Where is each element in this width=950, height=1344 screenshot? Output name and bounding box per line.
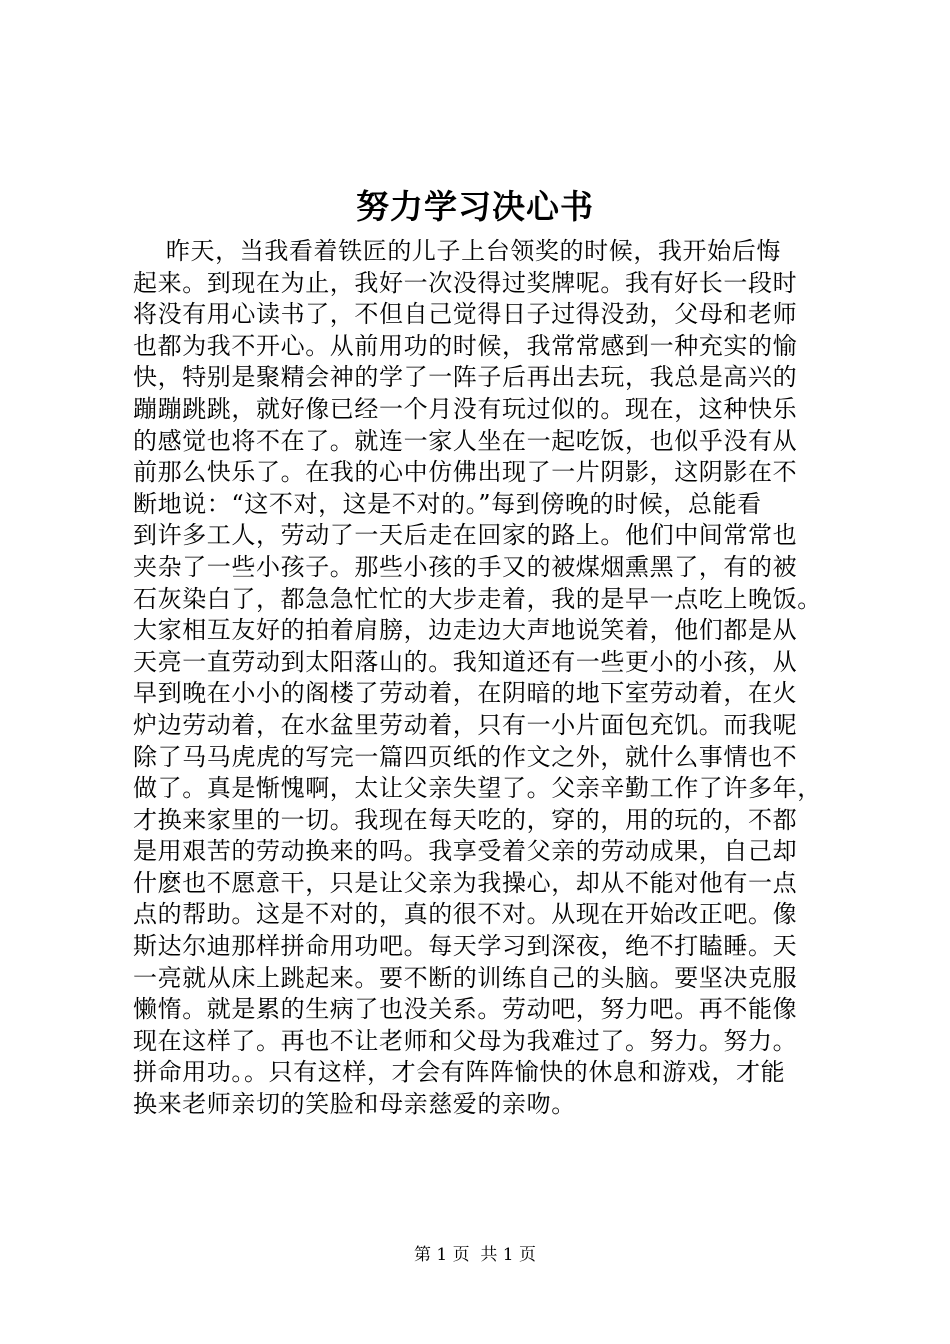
text-line: 蹦蹦跳跳，就好像已经一个月没有玩过似的。现在，这种快乐 bbox=[133, 394, 798, 423]
text-line: 现在这样了。再也不让老师和父母为我难过了。努力。努力。 bbox=[133, 1026, 798, 1055]
text-line: 炉边劳动着，在水盆里劳动着，只有一小片面包充饥。而我呢 bbox=[133, 710, 798, 739]
text-line: 也都为我不开心。从前用功的时候，我常常感到一种充实的愉 bbox=[133, 331, 798, 360]
text-line: 点的帮助。这是不对的，真的很不对。从现在开始改正吧。像 bbox=[133, 900, 798, 929]
text-line: 早到晚在小小的阁楼了劳动着，在阴暗的地下室劳动着，在火 bbox=[133, 679, 798, 708]
text-line: 天亮一直劳动到太阳落山的。我知道还有一些更小的小孩，从 bbox=[133, 647, 798, 676]
text-line: 拼命用功。。只有这样，才会有阵阵愉快的休息和游戏，才能 bbox=[133, 1058, 786, 1087]
document-title: 努力学习决心书 bbox=[356, 187, 594, 226]
text-line: 一亮就从床上跳起来。要不断的训练自己的头脑。要坚决克服 bbox=[133, 963, 798, 992]
text-line: 大家相互友好的拍着肩膀，边走边大声地说笑着，他们都是从 bbox=[133, 616, 798, 645]
text-line: 到许多工人，劳动了一天后走在回家的路上。他们中间常常也 bbox=[133, 521, 798, 550]
text-line: 是用艰苦的劳动换来的吗。我享受着父亲的劳动成果，自己却 bbox=[133, 837, 798, 866]
text-line: 换来老师亲切的笑脸和母亲慈爱的亲吻。 bbox=[133, 1090, 576, 1119]
text-line: 做了。真是惭愧啊，太让父亲失望了。父亲辛勤工作了许多年， bbox=[133, 774, 822, 803]
text-line: 才换来家里的一切。我现在每天吃的，穿的，用的玩的，不都 bbox=[133, 805, 798, 834]
body-text bbox=[133, 236, 833, 1121]
text-line: 懒惰。就是累的生病了也没关系。劳动吧，努力吧。再不能像 bbox=[133, 995, 798, 1024]
text-line: 夹杂了一些小孩子。那些小孩的手又的被煤烟熏黑了，有的被 bbox=[133, 552, 798, 581]
text-line: 除了马马虎虎的写完一篇四页纸的作文之外，就什么事情也不 bbox=[133, 742, 798, 771]
text-line: 昨天，当我看着铁匠的儿子上台领奖的时候，我开始后悔 bbox=[133, 237, 781, 265]
text-line: 起来。到现在为止，我好一次没得过奖牌呢。我有好长一段时 bbox=[133, 268, 798, 297]
text-line: 快，特别是聚精会神的学了一阵子后再出去玩，我总是高兴的 bbox=[133, 363, 798, 392]
text-line: 什麽也不愿意干，只是让父亲为我操心，却从不能对他有一点 bbox=[133, 868, 798, 897]
text-line: 前那么快乐了。在我的心中仿佛出现了一片阴影，这阴影在不 bbox=[133, 458, 798, 487]
text-line: 将没有用心读书了，不但自己觉得日子过得没劲，父母和老师 bbox=[133, 300, 798, 329]
page-footer: 第 1 页 共 1 页 bbox=[413, 1245, 537, 1265]
text-line: 石灰染白了，都急急忙忙的大步走着，我的是早一点吃上晚饭。 bbox=[133, 584, 822, 613]
text-line: 斯达尔迪那样拼命用功吧。每天学习到深夜，绝不打瞌睡。天 bbox=[133, 932, 798, 961]
text-line: 的感觉也将不在了。就连一家人坐在一起吃饭，也似乎没有从 bbox=[133, 426, 798, 455]
text-line: 断地说：“这不对，这是不对的。”每到傍晚的时候，总能看 bbox=[133, 489, 762, 518]
